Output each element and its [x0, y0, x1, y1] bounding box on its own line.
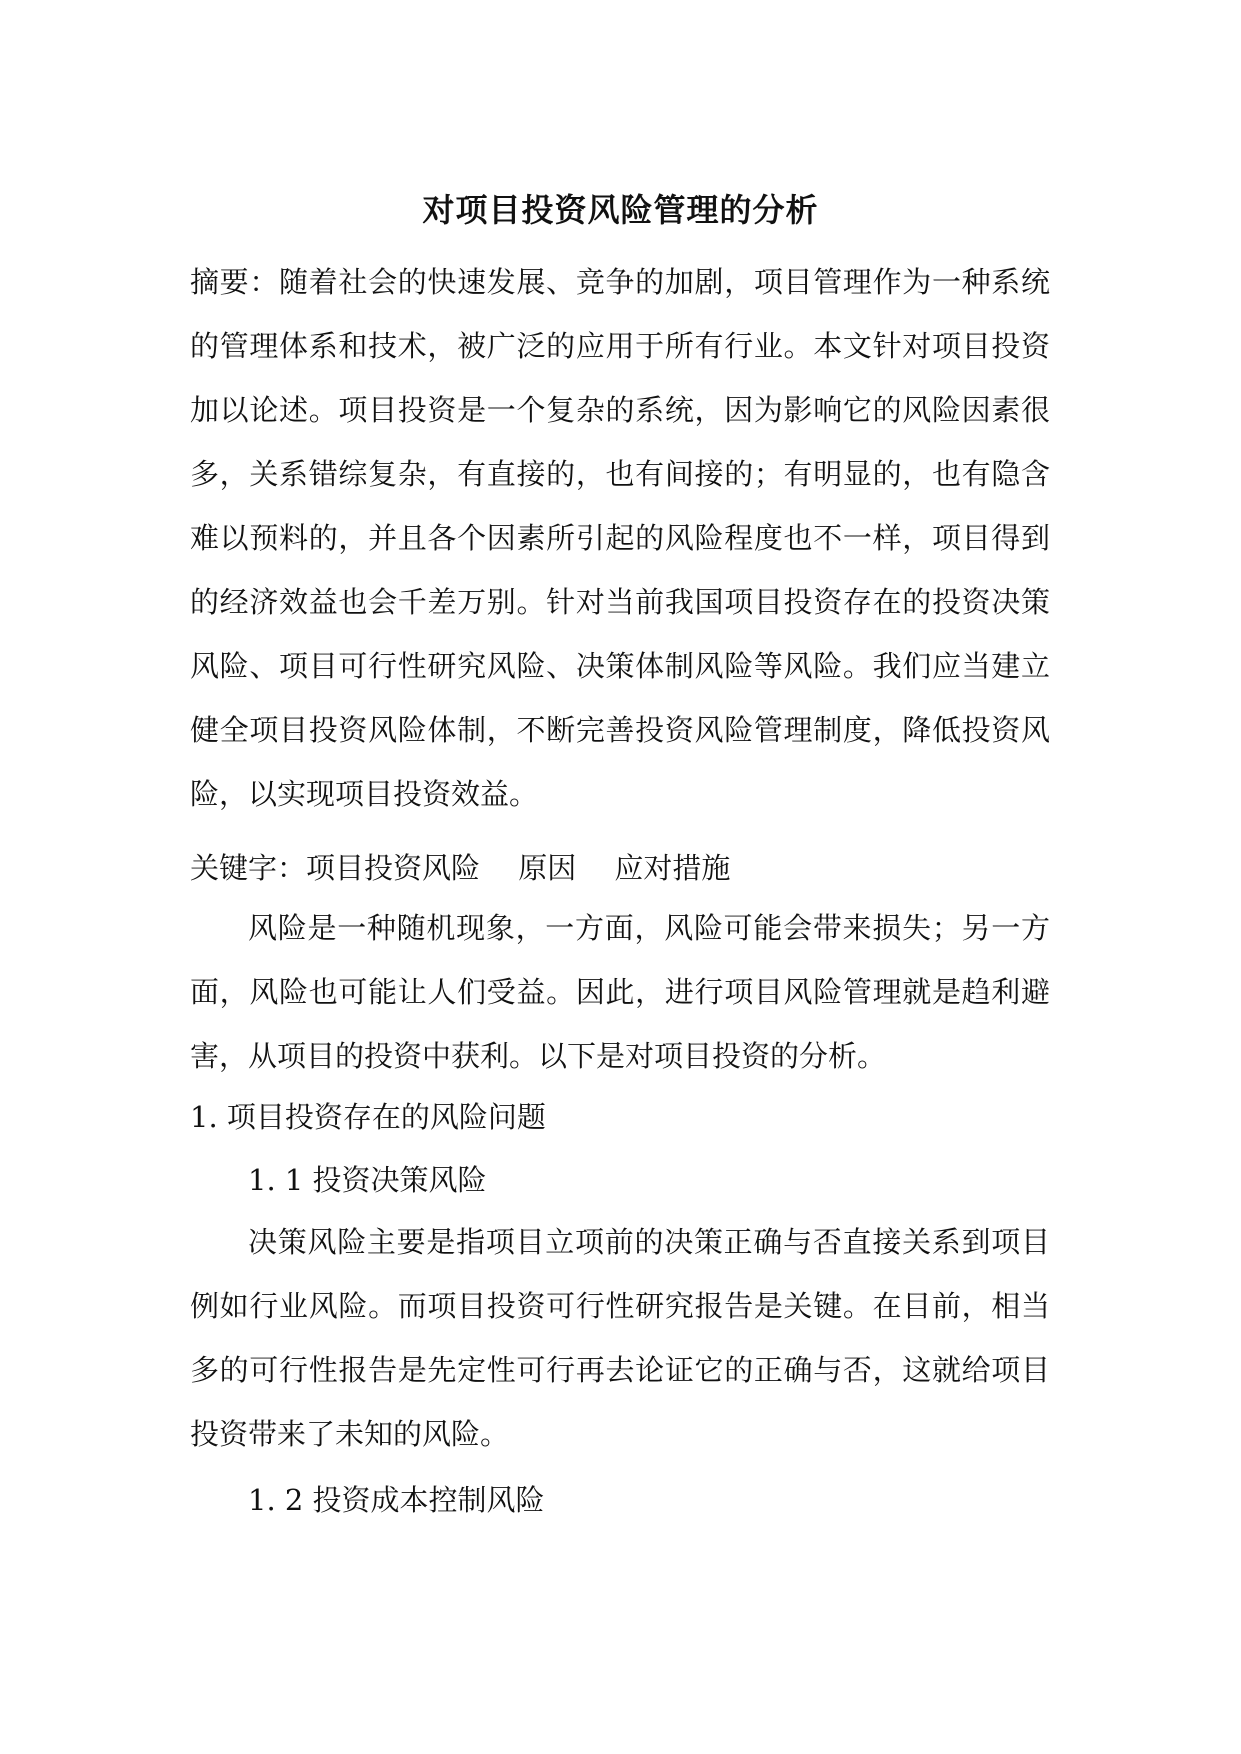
section-heading: 1. 项目投资存在的风险问题: [190, 1100, 546, 1134]
subsection-heading: 1. 1 投资决策风险: [248, 1163, 487, 1197]
keywords-line: 关键字：项目投资风险 原因 应对措施: [190, 851, 731, 885]
intro-paragraph: 风险是一种随机现象，一方面，风险可能会带来损失；另一方面，风险也可能让人们受益。因此，进行项目风险管理就是趋利避害，从项目的投资中获利。以下是对项目投资的分析。: [190, 911, 1050, 1073]
body-paragraph: 决策风险主要是指项目立项前的决策正确与否直接关系到项目例如行业风险。而项目投资可行性研究报告是关键。在目前，相当多的可行性报告是先定性可行再去论证它的正确与否，这就给项目投资带来了未知的风险。: [190, 1225, 1050, 1451]
document-title: 对项目投资风险管理的分析: [422, 191, 819, 229]
subsection-heading: 1. 2 投资成本控制风险: [248, 1483, 545, 1517]
abstract-paragraph: 摘要：随着社会的快速发展、竞争的加剧，项目管理作为一种系统的管理体系和技术，被广泛的应用于所有行业。本文针对项目投资加以论述。项目投资是一个复杂的系统，因为影响它的风险因素很多，关系错综复杂，有直接的，也有间接的；有明显的，也有隐含难以预料的，并且各个因素所引起的风险程度也不一样，项目得到的经济效益也会千差万别。针对当前我国项目投资存在的投资决策风险、项目可行性研究风险、决策体制风险等风险。我们应当建立健全项目投资风险体制，不断完善投资风险管理制度，降低投资风险，以实现项目投资效益。: [190, 265, 1050, 811]
